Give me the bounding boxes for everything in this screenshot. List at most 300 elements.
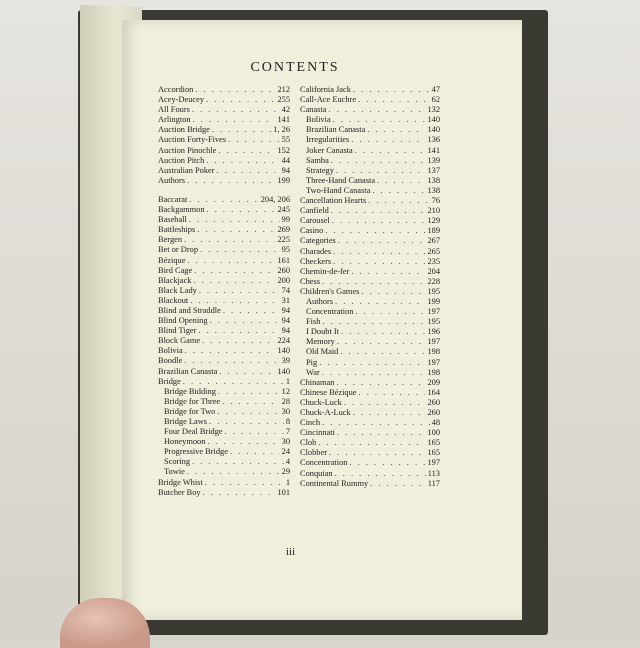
entry-page: 55 [281, 135, 290, 145]
contents-entry [158, 336, 290, 346]
contents-entry [158, 146, 290, 156]
leader-dots [187, 467, 280, 477]
entry-name: Clobber [300, 448, 327, 458]
entry-page: 197 [427, 357, 440, 367]
leader-dots [193, 115, 276, 125]
entry-name: Auction Forty-Fives [158, 135, 227, 145]
leader-dots [361, 287, 425, 297]
leader-dots [370, 479, 426, 489]
entry-name: Auction Bridge [158, 125, 210, 135]
contents-entry [300, 135, 440, 145]
entry-name: Concentration [300, 458, 348, 468]
contents-entry [158, 356, 290, 366]
entry-page: 95 [281, 245, 290, 255]
leader-dots [359, 388, 426, 398]
entry-page: 44 [281, 155, 290, 165]
leader-dots [198, 326, 279, 336]
leader-dots [218, 387, 280, 397]
contents-entry [158, 115, 290, 125]
contents-entry [158, 266, 290, 276]
entry-name: Baccarat [158, 194, 188, 204]
leader-dots [217, 407, 279, 417]
leader-dots [206, 156, 279, 166]
entry-page: 94 [281, 316, 290, 326]
entry-name: Brazilian Canasta [306, 125, 366, 135]
contents-entry [300, 176, 440, 186]
entry-name: Chinese Bézique [300, 387, 357, 397]
entry-page: 4 [285, 457, 290, 467]
entry-name: Blackjack [158, 275, 192, 285]
leader-dots [199, 286, 280, 296]
entry-page: 210 [427, 206, 440, 216]
contents-entry [300, 105, 440, 115]
entry-page: 136 [427, 135, 440, 145]
entry-name: Irregularities [306, 135, 350, 145]
leader-dots [377, 176, 425, 186]
contents-entry [300, 115, 440, 125]
entry-page: 165 [427, 438, 440, 448]
leader-dots [338, 236, 426, 246]
entry-name: Authors [306, 296, 333, 306]
entry-name: Bridge Laws [164, 417, 208, 426]
entry-page: 198 [427, 367, 440, 377]
leader-dots [351, 267, 425, 277]
leader-dots [206, 95, 275, 105]
entry-page: 137 [427, 165, 440, 175]
contents-entry [158, 457, 290, 467]
entry-name: Authors [158, 175, 185, 185]
leader-dots [333, 247, 425, 257]
contents-entry [158, 256, 290, 266]
entry-page: 129 [427, 216, 440, 226]
leader-dots [353, 408, 426, 418]
contents-entry [158, 215, 290, 225]
contents-entry [300, 297, 440, 307]
entry-name: Towie [164, 467, 185, 477]
contents-entry [300, 347, 440, 357]
contents-entry [300, 196, 440, 206]
entry-page: 139 [427, 155, 440, 165]
contents-entry [300, 388, 440, 398]
entry-page: 235 [427, 256, 440, 266]
contents-column-left [158, 85, 290, 498]
contents-entry [158, 95, 290, 105]
entry-page: 197 [427, 307, 440, 317]
leader-dots [205, 478, 284, 488]
entry-name: Accordion [158, 85, 194, 94]
entry-name: Chess [300, 276, 321, 286]
contents-entry [300, 469, 440, 479]
contents-entry [158, 488, 290, 498]
entry-name: Bridge Bidding [164, 386, 216, 396]
entry-page: 141 [277, 115, 290, 125]
entry-page: 140 [277, 366, 290, 376]
entry-name: Bridge [158, 376, 181, 386]
leader-dots [351, 135, 425, 145]
contents-entry [158, 286, 290, 296]
entry-gap [158, 186, 290, 195]
contents-entry [158, 306, 290, 316]
entry-page: 42 [281, 105, 290, 115]
entry-page: 165 [427, 448, 440, 458]
entry-name: War [306, 367, 320, 377]
entry-name: Backgammon [158, 205, 205, 215]
leader-dots [322, 418, 430, 428]
leader-dots [332, 216, 426, 226]
leader-dots [184, 356, 279, 366]
entry-name: Joker Canasta [306, 145, 353, 155]
entry-page: 152 [277, 145, 290, 155]
entry-name: Clob [300, 438, 317, 448]
entry-page: 30 [281, 406, 290, 416]
entry-name: Call-Ace Euchre [300, 95, 357, 105]
leader-dots [355, 146, 426, 156]
entry-name: Progressive Bridge [164, 447, 228, 457]
entry-name: Baseball [158, 215, 187, 225]
entry-name: Bergen [158, 235, 183, 245]
entry-page: 199 [277, 175, 290, 185]
entry-name: Casino [300, 226, 324, 236]
entry-page: 39 [281, 356, 290, 366]
entry-name: Fish [306, 317, 321, 327]
contents-entry [158, 397, 290, 407]
entry-name: Cinch [300, 418, 321, 428]
leader-dots [367, 125, 425, 135]
entry-name: I Doubt It [306, 327, 340, 337]
entry-page: 197 [427, 458, 440, 468]
entry-page: 29 [281, 467, 290, 477]
leader-dots [335, 297, 425, 307]
contents-entry [300, 156, 440, 166]
entry-name: Blind and Straddle [158, 305, 221, 315]
entry-page: 140 [427, 125, 440, 135]
entry-page: 195 [427, 317, 440, 327]
leader-dots [189, 195, 258, 205]
contents-entry [158, 427, 290, 437]
leader-dots [322, 368, 426, 378]
entry-name: Checkers [300, 256, 332, 266]
contents-entry [300, 307, 440, 317]
contents-entry [158, 407, 290, 417]
leader-dots [325, 226, 425, 236]
leader-dots [341, 327, 425, 337]
contents-entry [158, 478, 290, 488]
contents-entry [300, 216, 440, 226]
contents-entry [158, 346, 290, 356]
contents-entry [300, 277, 440, 287]
contents-entry [300, 438, 440, 448]
leader-dots [372, 186, 425, 196]
contents-entry [300, 186, 440, 196]
entry-page: 224 [277, 336, 290, 346]
entry-name: All Fours [158, 105, 190, 115]
entry-name: Categories [300, 236, 336, 246]
entry-page: 260 [427, 408, 440, 417]
leader-dots [318, 438, 425, 448]
entry-name: Charades [300, 246, 332, 256]
entry-name: Pig [306, 357, 318, 367]
contents-entry [300, 236, 440, 246]
contents-entry [300, 327, 440, 337]
entry-name: Scoring [164, 457, 191, 467]
contents-entry [158, 447, 290, 457]
entry-page: 212 [277, 85, 290, 94]
leader-dots [319, 358, 425, 368]
entry-page: 245 [277, 205, 290, 215]
entry-page: 132 [427, 105, 440, 115]
entry-name: California Jack [300, 85, 351, 94]
leader-dots [222, 397, 280, 407]
contents-entry [158, 176, 290, 186]
entry-page: 164 [427, 387, 440, 397]
entry-name: Chuck-A-Luck [300, 408, 351, 417]
entry-page: 99 [281, 215, 290, 225]
contents-entry [300, 398, 440, 408]
entry-name: Bézique [158, 255, 186, 265]
contents-entry [158, 245, 290, 255]
leader-dots [190, 296, 279, 306]
contents-entry [300, 337, 440, 347]
entry-name: Arlington [158, 115, 191, 125]
leader-dots [355, 307, 425, 317]
leader-dots [333, 257, 425, 267]
contents-entry [158, 235, 290, 245]
entry-page: 269 [277, 225, 290, 235]
entry-name: Four Deal Bridge [164, 427, 223, 437]
entry-name: Concentration [306, 307, 354, 317]
entry-name: Auction Pinochle [158, 145, 217, 155]
entry-page: 200 [277, 275, 290, 285]
leader-dots [228, 135, 279, 145]
entry-page: 94 [281, 305, 290, 315]
entry-page: 161 [277, 255, 290, 265]
entry-page: 204, 206 [260, 194, 290, 204]
entry-name: Conquian [300, 468, 333, 478]
entry-page: 1, 26 [273, 125, 290, 135]
entry-page: 74 [281, 285, 290, 295]
entry-name: Bridge for Two [164, 406, 216, 416]
entry-name: Samba [306, 155, 329, 165]
leader-dots [344, 398, 426, 408]
leader-dots [218, 146, 275, 156]
entry-page: 76 [431, 196, 440, 206]
leader-dots [322, 317, 425, 327]
contents-entry [300, 358, 440, 368]
contents-entry [158, 105, 290, 115]
leader-dots [223, 306, 280, 316]
entry-name: Strategy [306, 165, 334, 175]
entry-page: 1 [285, 477, 290, 487]
leader-dots [209, 417, 284, 427]
entry-name: Chemin-de-fer [300, 266, 350, 276]
entry-page: 62 [431, 95, 440, 105]
entry-page: 31 [281, 295, 290, 305]
leader-dots [219, 367, 275, 377]
leader-dots [202, 336, 275, 346]
entry-name: Honeymoon [164, 437, 206, 447]
leader-dots [331, 156, 426, 166]
leader-dots [207, 437, 279, 447]
leader-dots [333, 115, 426, 125]
leader-dots [336, 166, 426, 176]
contents-entry [158, 276, 290, 286]
contents-entry [300, 408, 440, 418]
contents-entry [158, 326, 290, 336]
entry-page: 197 [427, 337, 440, 347]
entry-name: Bet or Drop [158, 245, 199, 255]
leader-dots [336, 378, 425, 388]
entry-page: 94 [281, 165, 290, 175]
entry-name: Bird Cage [158, 265, 193, 275]
entry-name: Chinaman [300, 377, 335, 387]
leader-dots [184, 235, 275, 245]
entry-name: Cincinnati [300, 428, 335, 438]
contents-entry [300, 317, 440, 327]
contents-entry [300, 247, 440, 257]
entry-name: Old Maid [306, 347, 339, 357]
leader-dots [329, 448, 425, 458]
leader-dots [185, 346, 276, 356]
contents-entry [158, 85, 290, 95]
entry-page: 117 [427, 478, 440, 488]
entry-page: 260 [277, 265, 290, 275]
entry-name: Carousel [300, 216, 330, 226]
leader-dots [189, 215, 280, 225]
leader-dots [337, 428, 426, 438]
entry-name: Black Lady [158, 285, 197, 295]
entry-page: 260 [427, 397, 440, 407]
entry-page: 195 [427, 286, 440, 296]
contents-entry [300, 287, 440, 297]
entry-name: Butcher Boy [158, 487, 201, 497]
contents-entry [300, 206, 440, 216]
entry-page: 189 [427, 226, 440, 236]
entry-page: 30 [281, 437, 290, 447]
entry-page: 225 [277, 235, 290, 245]
entry-page: 100 [427, 428, 440, 438]
contents-entry [300, 479, 440, 489]
entry-page: 140 [277, 346, 290, 356]
entry-name: Boodle [158, 356, 183, 366]
contents-entry [158, 195, 290, 205]
leader-dots [207, 205, 276, 215]
entry-name: Brazilian Canasta [158, 366, 218, 376]
entry-page: 198 [427, 347, 440, 357]
leader-dots [225, 427, 284, 437]
contents-entry [158, 205, 290, 215]
entry-name: Australian Poker [158, 165, 215, 175]
entry-name: Blind Opening [158, 316, 208, 326]
leader-dots [340, 347, 425, 357]
entry-name: Battleships [158, 225, 196, 235]
entry-page: 28 [281, 396, 290, 406]
contents-entry [300, 146, 440, 156]
leader-dots [192, 105, 280, 115]
leader-dots [187, 176, 275, 186]
entry-page: 138 [427, 185, 440, 195]
contents-entry [300, 378, 440, 388]
leader-dots [195, 85, 275, 95]
leader-dots [212, 125, 271, 135]
leader-dots [335, 469, 426, 479]
entry-name: Bolivia [158, 346, 183, 356]
contents-entry [158, 125, 290, 135]
entry-page: 204 [427, 266, 440, 276]
leader-dots [329, 105, 426, 115]
entry-page: 8 [285, 417, 290, 426]
entry-page: 265 [427, 246, 440, 256]
contents-entry [158, 377, 290, 387]
contents-entry [158, 166, 290, 176]
contents-entry [300, 428, 440, 438]
entry-name: Blackout [158, 295, 189, 305]
entry-name: Three-Hand Canasta [306, 175, 376, 185]
leader-dots [322, 277, 425, 287]
entry-name: Canfield [300, 206, 329, 216]
entry-page: 1 [285, 376, 290, 386]
page-number: iii [286, 546, 296, 558]
contents-entry [300, 458, 440, 468]
entry-name: Bolivia [306, 115, 331, 125]
entry-page: 47 [431, 85, 440, 94]
entry-page: 255 [277, 95, 290, 105]
contents-entry [300, 95, 440, 105]
entry-page: 209 [427, 377, 440, 387]
leader-dots [194, 266, 275, 276]
entry-page: 101 [277, 487, 290, 497]
entry-name: Blind Tiger [158, 326, 197, 336]
contents-entry [300, 257, 440, 267]
entry-name: Canasta [300, 105, 327, 115]
entry-page: 7 [285, 427, 290, 437]
leader-dots [183, 377, 284, 387]
contents-entry [158, 367, 290, 377]
contents-entry [158, 156, 290, 166]
entry-name: Children's Games [300, 286, 360, 296]
entry-page: 24 [281, 447, 290, 457]
contents-entry [300, 368, 440, 378]
entry-page: 196 [427, 327, 440, 337]
contents-heading: CONTENTS [250, 60, 340, 75]
leader-dots [187, 256, 275, 266]
entry-page: 199 [427, 296, 440, 306]
entry-name: Block Game [158, 336, 201, 346]
leader-dots [197, 225, 275, 235]
contents-entry [300, 448, 440, 458]
entry-page: 267 [427, 236, 440, 246]
contents-entry [158, 467, 290, 477]
entry-name: Acey-Deucey [158, 95, 205, 105]
contents-entry [300, 226, 440, 236]
contents-entry [300, 418, 440, 428]
leader-dots [358, 95, 430, 105]
contents-entry [158, 225, 290, 235]
entry-name: Cancellation Hearts [300, 196, 367, 206]
contents-entry [158, 387, 290, 397]
entry-page: 94 [281, 326, 290, 336]
leader-dots [192, 457, 284, 467]
entry-name: Two-Hand Canasta [306, 185, 371, 195]
contents-entry [300, 125, 440, 135]
leader-dots [353, 85, 430, 95]
leader-dots [203, 488, 276, 498]
contents-entry [158, 316, 290, 326]
entry-page: 113 [427, 468, 440, 478]
contents-column-right [300, 85, 440, 489]
contents-entry [158, 135, 290, 145]
leader-dots [217, 166, 280, 176]
entry-page: 138 [427, 175, 440, 185]
